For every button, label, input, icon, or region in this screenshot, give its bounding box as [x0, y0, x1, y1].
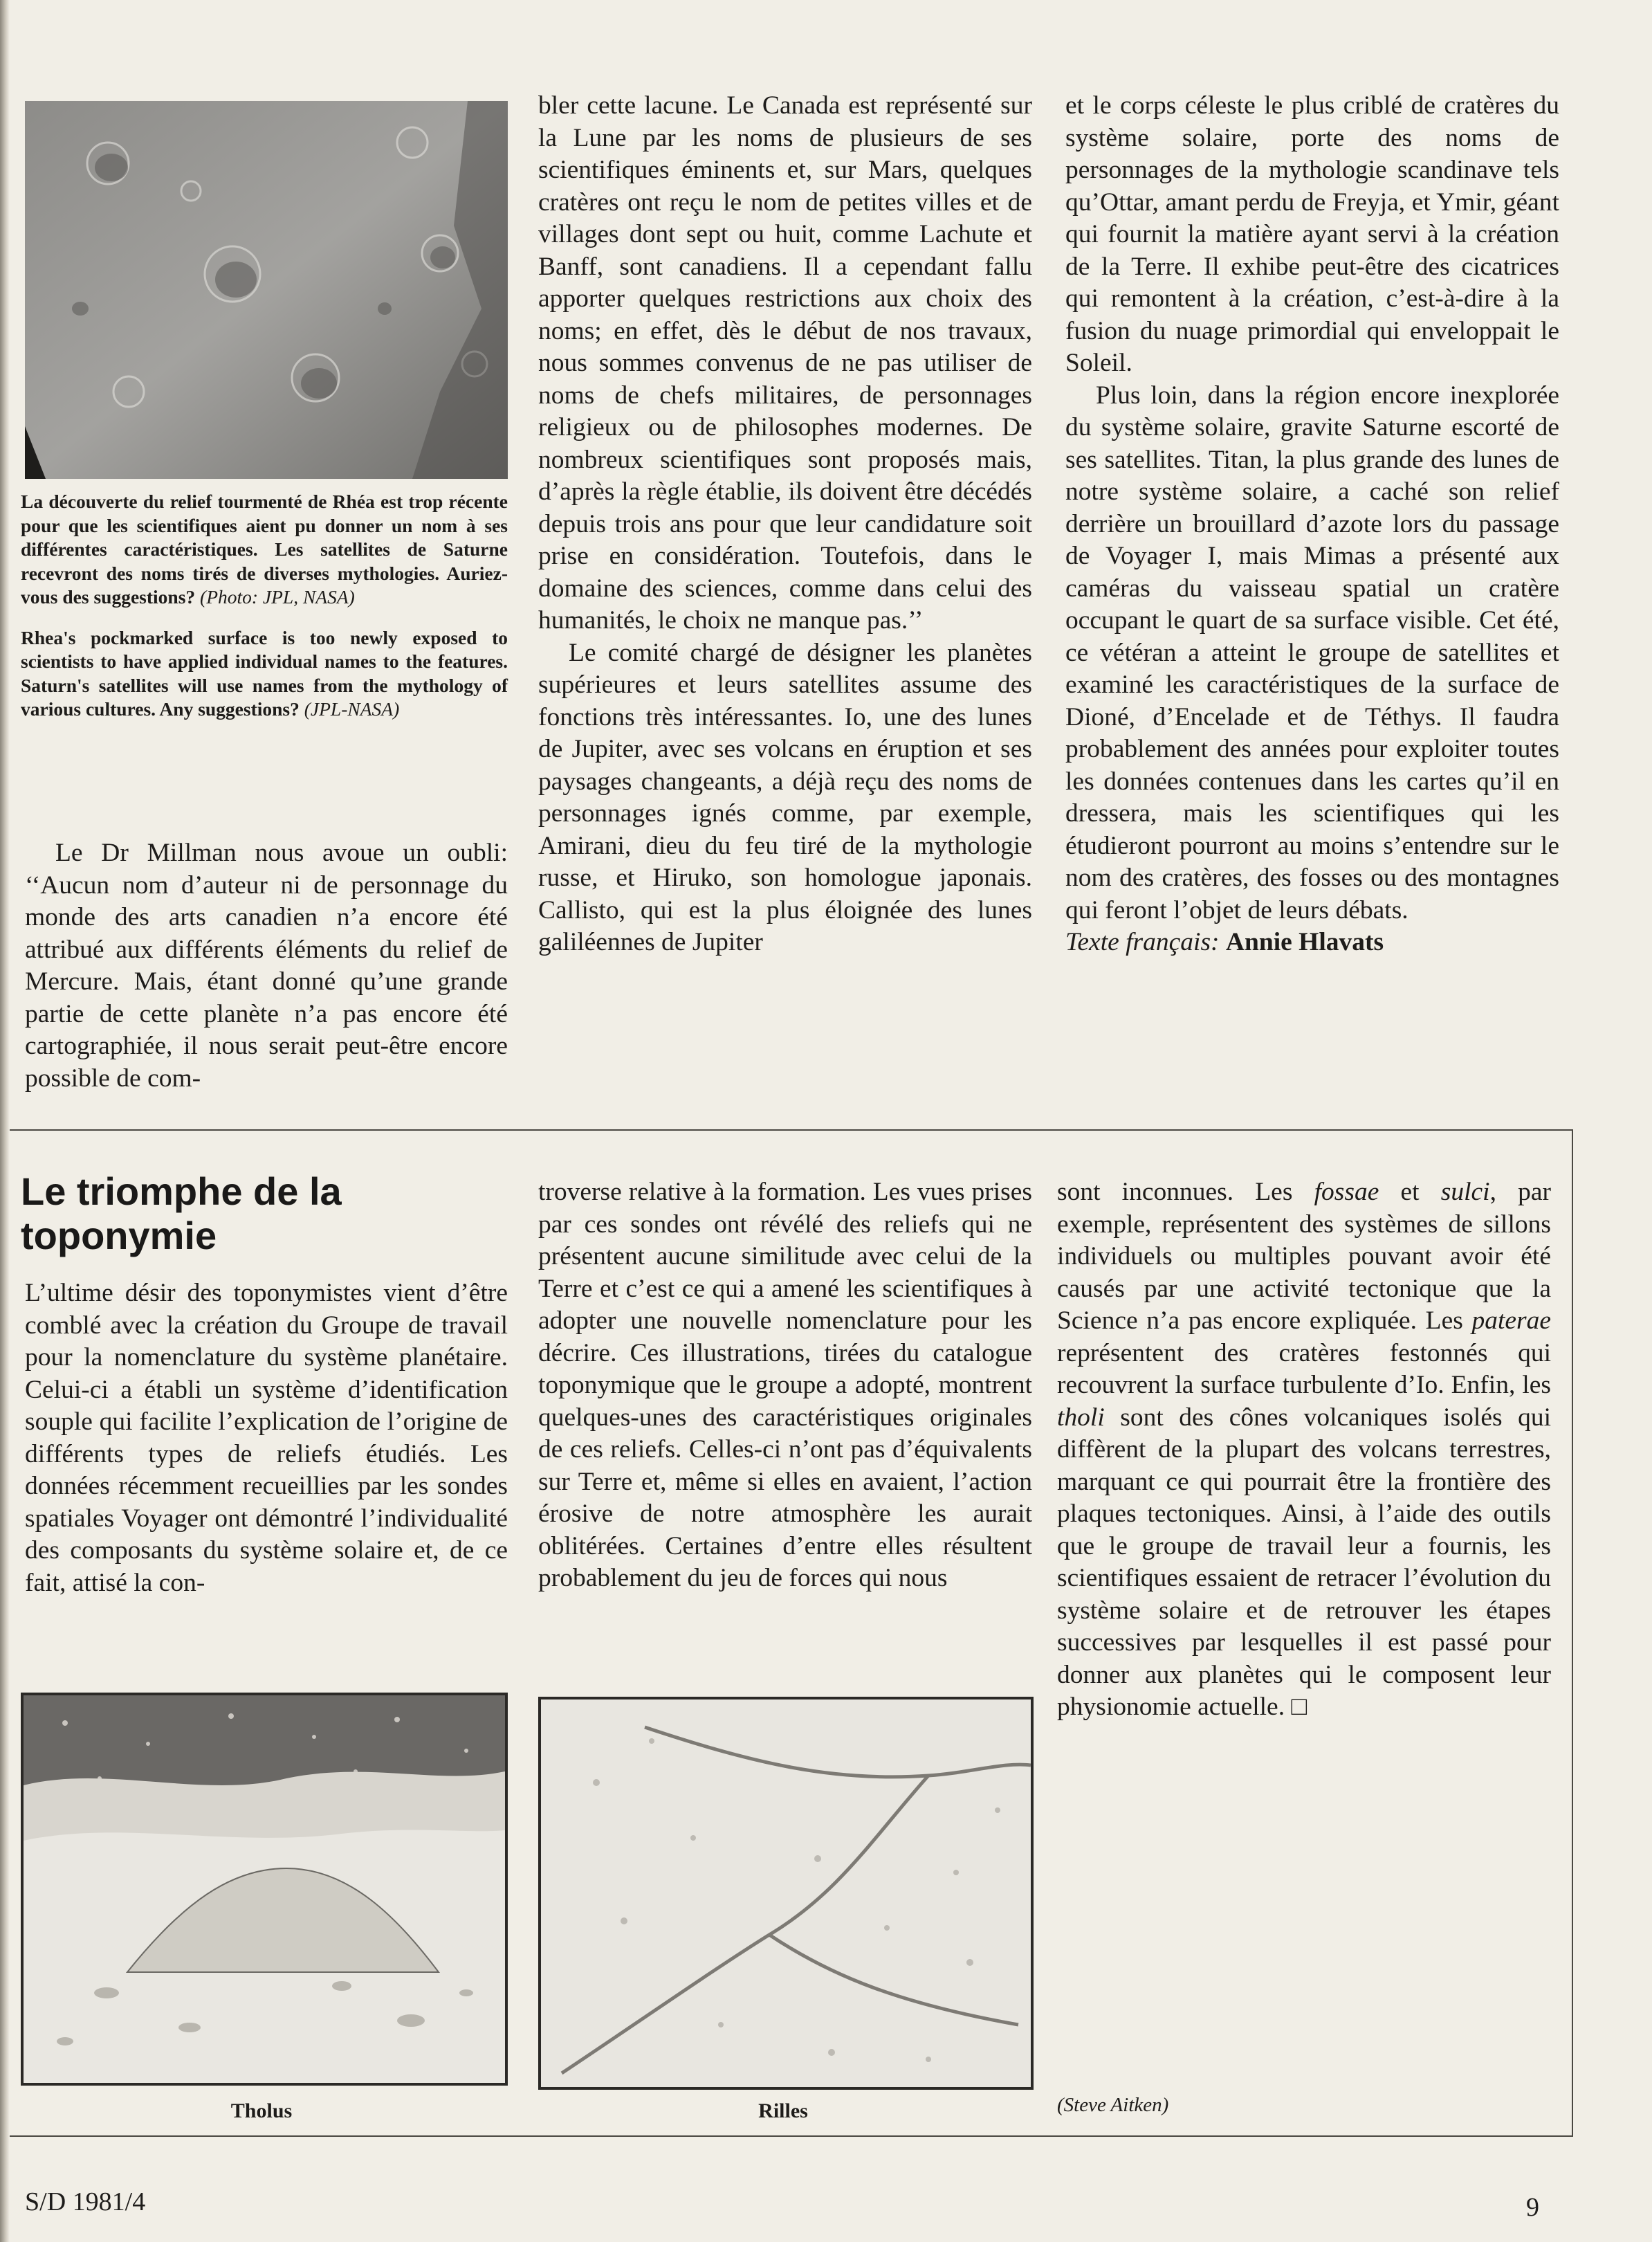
rilles-illustration: [538, 1697, 1034, 2090]
article-column-2: [538, 90, 1032, 959]
article-column-3: [1065, 90, 1559, 959]
page-number: 9: [1526, 2193, 1539, 2222]
paragraph: et le corps céleste le plus criblé de cratères du système solaire, porte des noms de personnages de la mythologie scandinave tels qu’Ottar, amant perdu de Freyja, et Ymir, géant qui fournit la matière ayant servi à la création de la Terre. Il exhibe peut-être des cicatrices qui remontent à la création, c’est-à-dire à la fusion du nuage primordial qui enveloppait le Soleil.: [1065, 91, 1559, 377]
issue-number: S/D 1981/4: [25, 2187, 146, 2216]
term-fossae: fossae: [1314, 1178, 1379, 1206]
photo-caption: [21, 490, 508, 738]
paragraph: troverse relative à la formation. Les vues prises par ces sondes ont révélé des reliefs qui ne présentent aucune similitude avec celui de la Terre et c’est ce qui a amené les scientifiques à adopter une nouvelle nomenclature pour les décrire. Ces illustrations, tirées du catalogue toponymique que le groupe a adopté, montrent quelques-unes des caractéristiques originales de ces reliefs. Celles-ci n’ont pas d’équivalents sur Terre et, même si elles en avaient, l’action érosive de notre atmosphère les aurait oblitérées. Certaines d’entre elles résultent probablement du jeu de forces qui nous: [538, 1178, 1032, 1592]
term-tholi: tholi: [1057, 1403, 1105, 1432]
paragraph: L’ultime désir des toponymistes vient d’être comblé avec la création du Groupe de travail pour la nomenclature du système planétaire. Celui-ci a établi un système d’identification souple qui facilite l’explication de l’origine de différents types de reliefs étudiés. Les données récemment recueillies par les sondes spatiales Voyager ont démontré l’individualité des composants du système solaire et, de ce fait, attisé la con-: [25, 1279, 508, 1597]
caption-english-credit: (JPL-NASA): [304, 698, 400, 720]
binding-edge: [0, 0, 10, 2242]
paragraph: sont inconnues. Les fossae et sulci, par exemple, représentent des systèmes de sillons individuels ou multiples pouvant avoir été causés par une activité tectonique que la Science n’a pas encore expliquée. Les paterae représentent des cratères festonnés qui recouvrent la surface turbulente d’Io. Enfin, les tholi sont des cônes volcaniques isolés qui diffèrent de la plupart des volcans terrestres, marquant ce qui pourrait être la frontière des plaques tectoniques. Ainsi, à l’aide des outils que le groupe de travail leur a fournis, les scientifiques essaient de retracer l’évolution du système solaire et de retrouver les étapes successives par lesquelles il est passé pour donner aux planètes qui le composent leur physionomie actuelle. □: [1057, 1178, 1552, 1721]
rilles-label: Rilles: [758, 2099, 808, 2122]
caption-french: La découverte du relief tourmenté de Rhéa est trop récente pour que les scientifiques aient pu donner un nom à ses différentes caractéristiques. Les satellites de Saturne recevront des noms tirés de diverses mythologies. Auriez-vous des suggestions? (Photo: JPL, NASA): [21, 491, 508, 608]
paragraph: bler cette lacune. Le Canada est représenté sur la Lune par les noms de plusieurs de ses scientifiques éminents et, sur Mars, quelques cratères ont reçu le nom de petites villes et de villages dont sept ou huit, comme Lachute et Banff, sont canadiens. Il a cependant fallu apporter quelques restrictions aux choix des noms; en effet, dès le début de nos travaux, nous sommes convenus de ne pas utiliser de noms de chefs militaires, de personnages religieux ou de philosophes modernes. De nombreux scientifiques sont proposés mais, d’après la règle établie, ils doivent être décédés depuis trois ans pour que leur candidature soit prise en considération. Toutefois, dans le domaine des sciences, comme dans celui des humanités, le choix ne manque pas.’’: [538, 91, 1032, 635]
tholus-illustration: [21, 1693, 508, 2086]
sidebar-headline: Le triomphe de la toponymie: [21, 1169, 342, 1257]
translation-credit: [1065, 927, 1559, 959]
sidebar-column-2: [538, 1176, 1032, 1595]
paragraph: Le Dr Millman nous avoue un oubli: ‘‘Aucun nom d’auteur ni de personnage du monde des arts canadien n’a encore été attribué aux différents éléments du relief de Mercure. Mais, étant donné qu’une grande partie de cette planète n’a pas encore été cartographiée, il nous serait peut-être encore possible de com-: [25, 839, 508, 1093]
end-mark-icon: □: [1291, 1693, 1307, 1721]
article-column-1: [25, 837, 508, 1095]
sidebar-column-3: [1057, 1176, 1551, 1724]
paragraph: Plus loin, dans la région encore inexplorée du système solaire, gravite Saturne escorté de ses satellites. Titan, la plus grande des lunes de notre système solaire, a caché son relief derrière un brouillard d’azote lors du passage de Voyager I, mais Mimas a présenté aux caméras du vaisseau spatial un cratère occupant le quart de sa surface visible. Cet été, ce vétéran a atteint le groupe de satellites et examiné les caractéristiques de la surface de Dioné, d’Encelade et de Téthys. Il faudra probablement des années pour exploiter toutes les données contenues dans les cartes qu’il en dressera, mais les scientifiques qui les étudieront pourront au moins s’entendre sur le nom des cratères, des fosses ou des montagnes qui feront l’objet de leurs débats.: [1065, 381, 1559, 924]
caption-french-credit: (Photo: JPL, NASA): [200, 586, 355, 608]
rhea-surface-photo: [25, 101, 508, 479]
tholus-label: Tholus: [230, 2099, 293, 2122]
sidebar-column-1: [25, 1277, 508, 1599]
paragraph: Le comité chargé de désigner les planètes supérieures et leurs satellites assume des fonctions très intéressantes. Io, une des lunes de Jupiter, avec ses volcans en éruption et ses paysages changeants, a déjà reçu des noms de personnages ignés comme, par exemple, Amirani, dieu du feu tiré de la mythologie russe, et Hiruko, son homologue japonais. Callisto, qui est la plus éloignée des lunes galiléennes de Jupiter: [538, 638, 1032, 956]
term-paterae: paterae: [1471, 1306, 1551, 1335]
translator-name: Annie Hlavats: [1225, 928, 1384, 956]
caption-english: Rhea's pockmarked surface is too newly exposed to scientists to have applied individual names to the features. Saturn's satellites will use names from the mythology of various cultures. Any suggestions? (JPL-NASA): [21, 626, 508, 720]
illustration-credit: (Steve Aitken): [1057, 2094, 1169, 2116]
term-sulci: sulci: [1440, 1178, 1490, 1206]
translation-label: Texte français:: [1065, 928, 1220, 956]
